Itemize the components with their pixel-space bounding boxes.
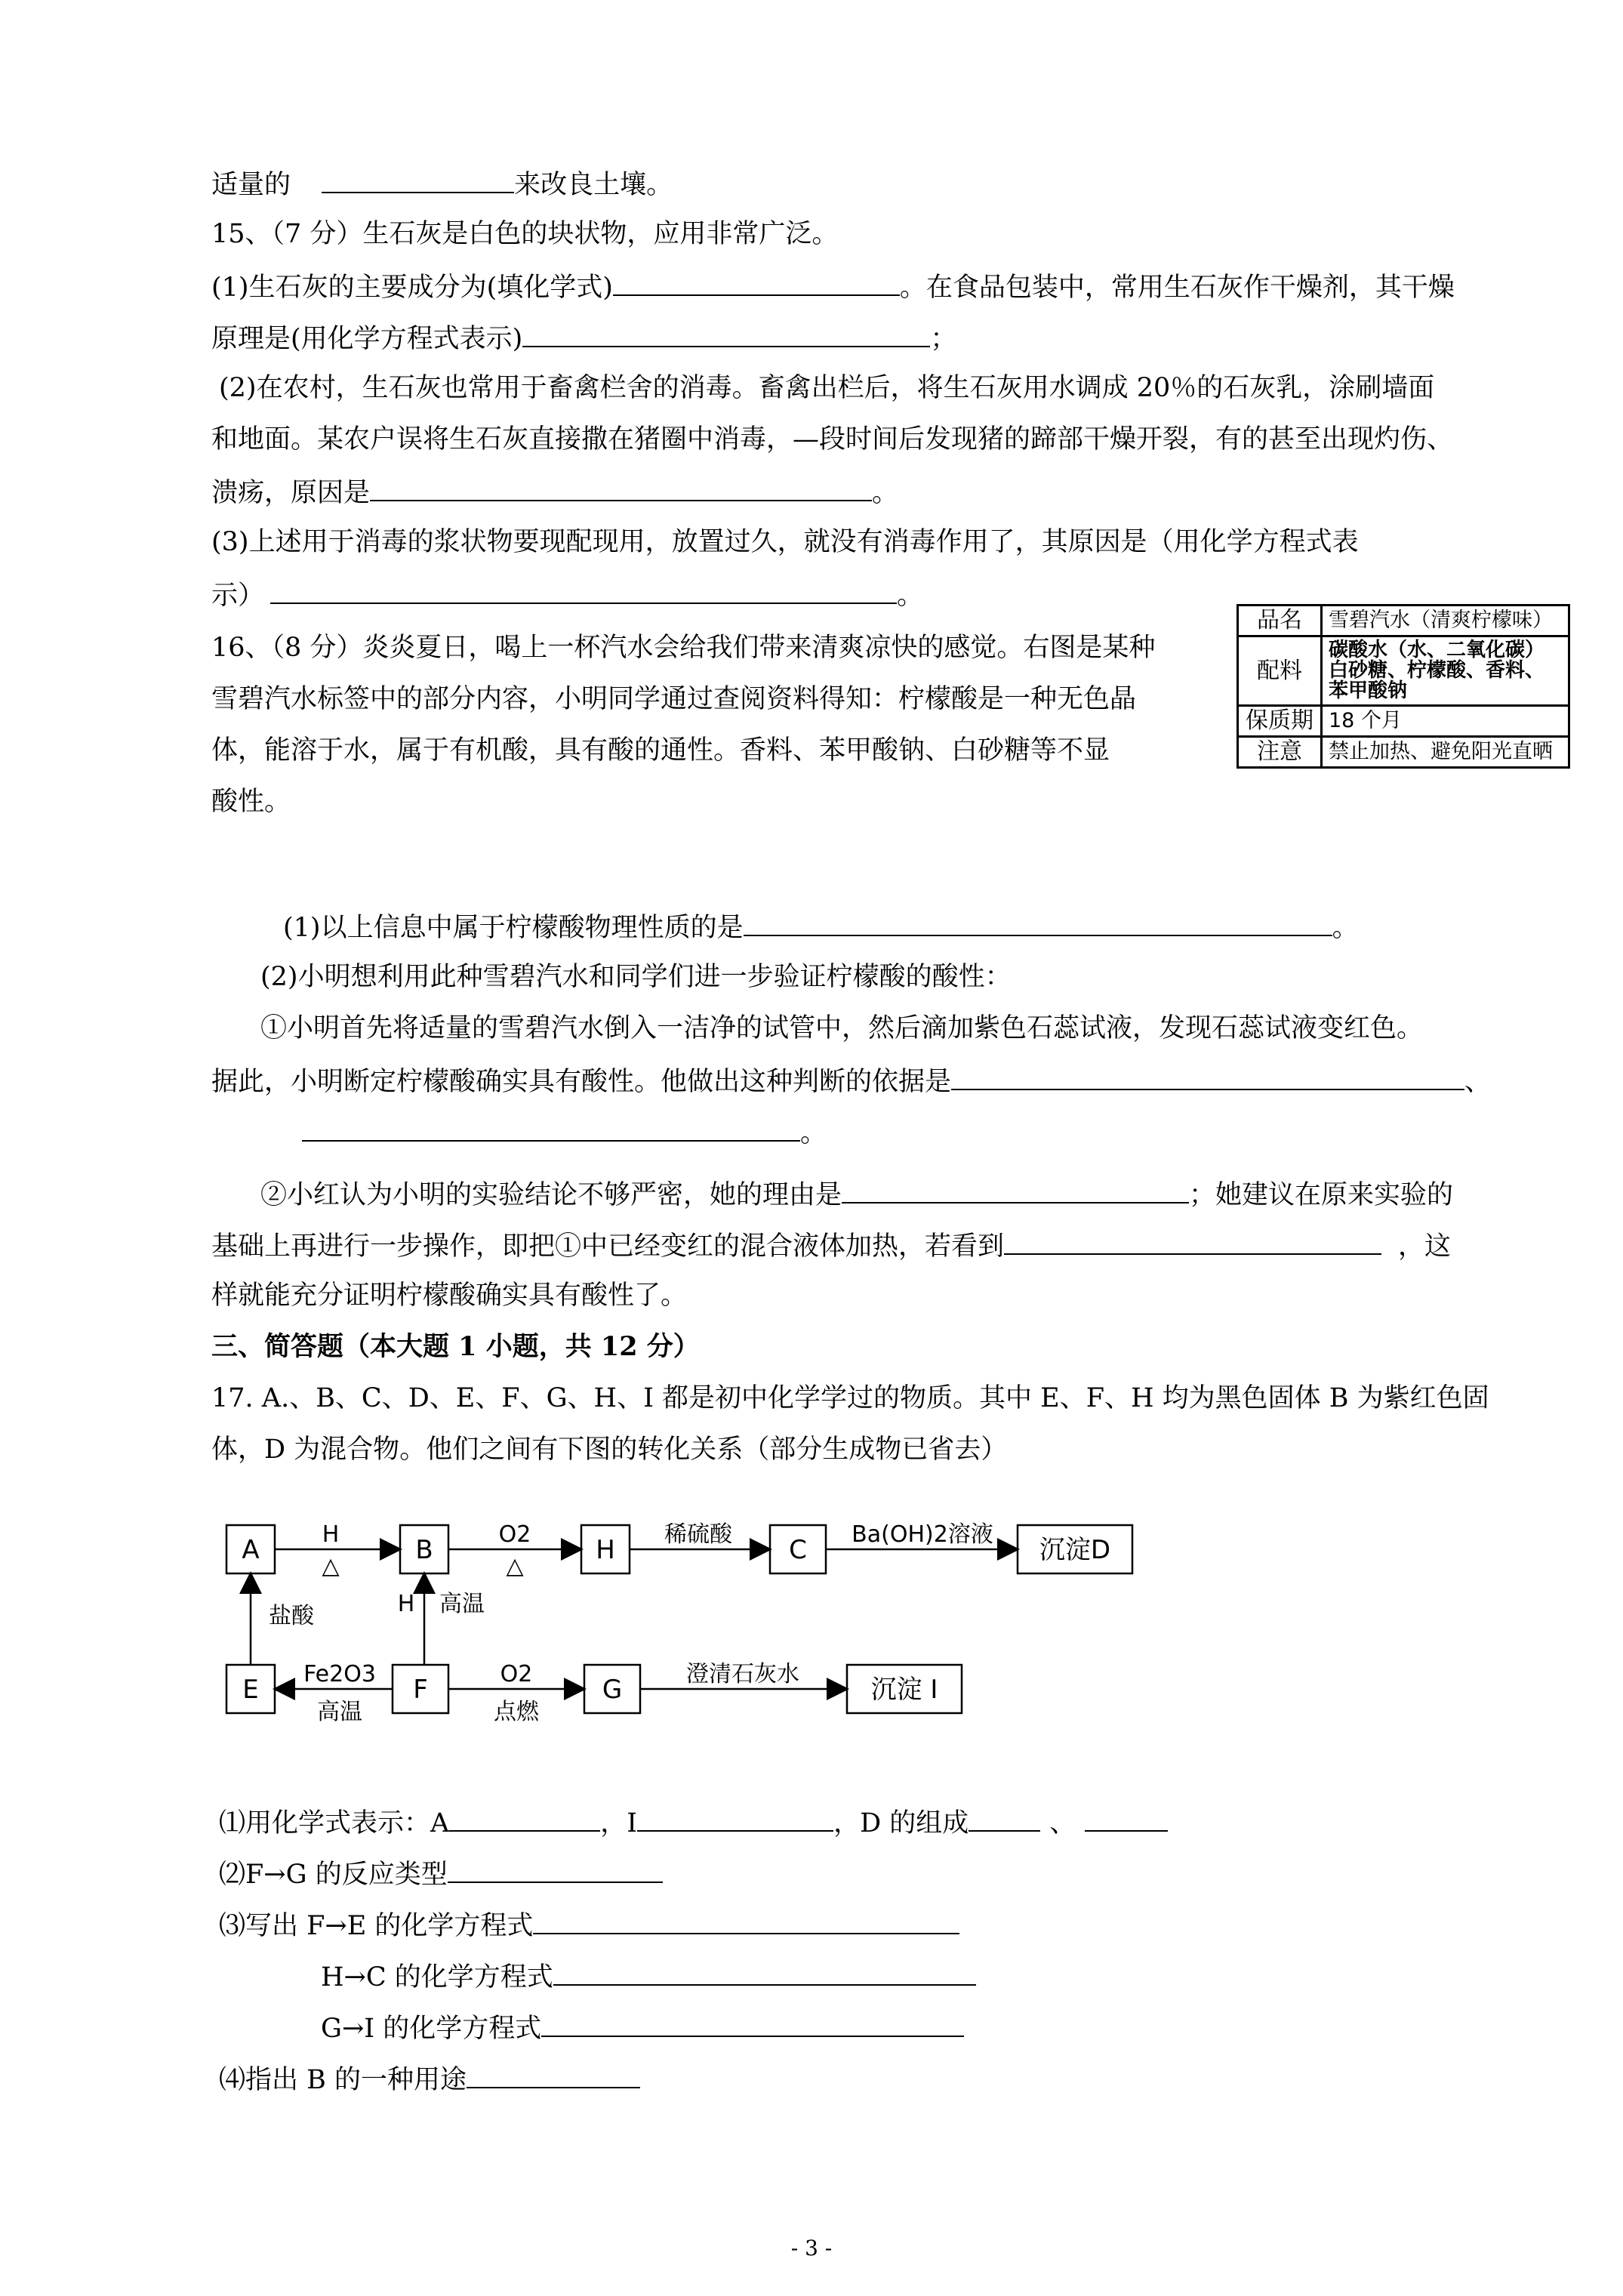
answer-blank[interactable] [1004, 1229, 1381, 1255]
arrow-label: 稀硫酸 [664, 1521, 732, 1548]
text: H→C 的化学方程式 [321, 1962, 553, 1992]
node-d: 沉淀D [1039, 1535, 1111, 1565]
table-key: 配料 [1238, 636, 1322, 706]
sprite-label-table [1236, 604, 1570, 769]
text-line: 体，D 为混合物。他们之间有下图的转化关系（部分生成物已省去） [211, 1435, 1008, 1465]
answer-blank[interactable] [533, 1909, 959, 1934]
text: ⑶写出 F→E 的化学方程式 [219, 1911, 534, 1941]
text-line [219, 1857, 663, 1890]
answer-blank[interactable] [637, 1806, 833, 1832]
node-h: H [596, 1535, 615, 1565]
text: G→I 的化学方程式 [321, 2014, 542, 2044]
table-row [1238, 606, 1569, 636]
text-line: 和地面。某农户误将生石灰直接撒在猪圈中消毒，—段时间后发现猪的蹄部干燥开裂，有的甚至出现灼伤、 [211, 424, 1454, 455]
text-line [211, 578, 923, 611]
text: 。 [872, 478, 899, 508]
text-line [302, 1116, 827, 1148]
text-line: (3)上述用于消毒的浆状物要现配现用，放置过久，就没有消毒作用了，其原因是（用化学方程式表 [211, 527, 1359, 557]
text-line [211, 1065, 1491, 1097]
answer-blank[interactable] [522, 322, 930, 347]
node-f: F [413, 1675, 428, 1705]
answer-blank[interactable] [969, 1806, 1040, 1832]
answer-blank[interactable] [744, 911, 1332, 936]
text-line: (2)在农村，生石灰也常用于畜禽栏舍的消毒。畜禽出栏后，将生石灰用水调成 20％的石灰乳，涂刷墙面 [219, 373, 1435, 403]
text: 基础上再进行一步操作，即把①中已经变红的混合液体加热，若看到 [211, 1231, 1005, 1262]
text: ，D 的组成 [833, 1808, 969, 1838]
text-line [211, 476, 898, 508]
answer-blank[interactable] [302, 1116, 800, 1142]
text: 据此，小明断定柠檬酸确实具有酸性。他做出这种判断的依据是 [211, 1067, 952, 1097]
node-e: E [242, 1675, 259, 1705]
page-number: - 3 - [790, 2236, 833, 2261]
section-heading: 三、简答题（本大题 1 小题，共 12 分） [211, 1331, 700, 1362]
text: ②小红认为小明的实验结论不够严密，她的理由是 [260, 1180, 842, 1210]
node-a: A [242, 1535, 260, 1565]
text-line: ①小明首先将适量的雪碧汽水倒入一洁净的试管中，然后滴加紫色石蕊试液，发现石蕊试液变红色。 [260, 1013, 1424, 1043]
arrow-label: 高温 [317, 1699, 362, 1725]
arrow-label: 高温 [439, 1591, 485, 1617]
arrow-label: △ [506, 1553, 524, 1579]
answer-blank[interactable] [370, 476, 872, 501]
text-line [211, 168, 673, 200]
answer-blank[interactable] [951, 1065, 1464, 1090]
table-value: 雪碧汽水（清爽柠檬味） [1322, 606, 1569, 636]
node-c: C [789, 1535, 807, 1565]
answer-blank[interactable] [322, 168, 514, 193]
answer-blank[interactable] [449, 1806, 600, 1832]
table-value: 碳酸水（水、二氧化碳）白砂糖、柠檬酸、香料、苯甲酸钠 [1322, 636, 1569, 706]
arrow-label: O2 [498, 1521, 531, 1548]
text: ，I [600, 1808, 638, 1838]
text: 原理是(用化学方程式表示) [211, 324, 523, 354]
text: ⑴用化学式表示：A [219, 1808, 450, 1838]
table-row [1238, 737, 1569, 768]
text: ；她建议在原来实验的 [1189, 1180, 1454, 1210]
answer-blank[interactable] [613, 270, 900, 296]
text: (1)以上信息中属于柠檬酸物理性质的是 [283, 913, 744, 943]
answer-blank[interactable] [1085, 1806, 1168, 1832]
text-line: 酸性。 [211, 787, 291, 817]
table-key: 品名 [1238, 606, 1322, 636]
table-value: 禁止加热、避免阳光直晒 [1322, 737, 1569, 768]
text-line [211, 322, 956, 354]
text: ⑷指出 B 的一种用途 [219, 2065, 467, 2095]
text: (1)生石灰的主要成分为(填化学式) [211, 273, 613, 303]
text-line [211, 1229, 1451, 1262]
text-line [219, 2063, 640, 2095]
node-i: 沉淀 I [870, 1675, 938, 1705]
arrow-label: O2 [500, 1661, 533, 1687]
text-line [283, 911, 1359, 943]
answer-blank[interactable] [467, 2063, 640, 2088]
text: 。 [800, 1118, 827, 1148]
arrow-label: H [397, 1591, 415, 1617]
text: 、 [1049, 1808, 1076, 1838]
text: 。 [1332, 913, 1359, 943]
text: 。在食品包装中，常用生石灰作干燥剂，其干燥 [899, 273, 1455, 303]
node-b: B [415, 1535, 433, 1565]
text: 来改良土壤。 [514, 170, 673, 200]
text-line: (2)小明想利用此种雪碧汽水和同学们进一步验证柠檬酸的酸性： [260, 962, 1012, 992]
table-row [1238, 636, 1569, 706]
table-value: 18 个月 [1322, 706, 1569, 737]
text: 溃疡，原因是 [211, 478, 371, 508]
text-line: 样就能充分证明柠檬酸确实具有酸性了。 [211, 1281, 688, 1311]
text-line [321, 1960, 976, 1992]
answer-blank[interactable] [541, 2011, 964, 2037]
text-line [260, 1178, 1453, 1210]
answer-blank[interactable] [842, 1178, 1189, 1203]
arrow-label: 澄清石灰水 [686, 1661, 799, 1687]
text-line [321, 2011, 964, 2044]
text-line [219, 1806, 1168, 1838]
arrow-label: Fe2O3 [303, 1661, 376, 1687]
text: ⑵F→G 的反应类型 [219, 1860, 448, 1890]
arrow-label: H [322, 1521, 340, 1548]
arrow-label: 盐酸 [269, 1603, 314, 1629]
table-row [1238, 706, 1569, 737]
reaction-diagram [219, 1510, 1178, 1752]
question-16-title: 16、（8 分）炎炎夏日，喝上一杯汽水会给我们带来清爽凉快的感觉。右图是某种 [211, 633, 1156, 663]
text: 、 [1464, 1067, 1492, 1097]
text-line: 雪碧汽水标签中的部分内容，小明同学通过查阅资料得知：柠檬酸是一种无色晶 [211, 684, 1137, 714]
answer-blank[interactable] [553, 1960, 976, 1986]
question-15-title: 15、（7 分）生石灰是白色的块状物，应用非常广泛。 [211, 219, 839, 249]
text: ； [930, 324, 957, 354]
arrow-label: △ [322, 1553, 340, 1579]
answer-blank[interactable] [448, 1857, 663, 1883]
answer-blank[interactable] [270, 578, 897, 604]
text-line [219, 1909, 959, 1941]
text: 示） [211, 581, 265, 611]
question-17-title: 17. A.、B、C、D、E、F、G、H、I 都是初中化学学过的物质。其中 E、F、H 均为黑色固体 B 为紫红色固 [211, 1383, 1489, 1413]
arrow-label: 点燃 [494, 1699, 539, 1725]
text-line [211, 270, 1455, 303]
text: 适量的 [211, 170, 291, 200]
text-line: 体，能溶于水，属于有机酸，具有酸的通性。香料、苯甲酸钠、白砂糖等不显 [211, 735, 1110, 766]
arrow-label: Ba(OH)2溶液 [852, 1521, 993, 1548]
table-key: 保质期 [1238, 706, 1322, 737]
node-g: G [602, 1675, 623, 1705]
text: 。 [897, 581, 924, 611]
table-key: 注意 [1238, 737, 1322, 768]
text: ，这 [1398, 1231, 1452, 1262]
